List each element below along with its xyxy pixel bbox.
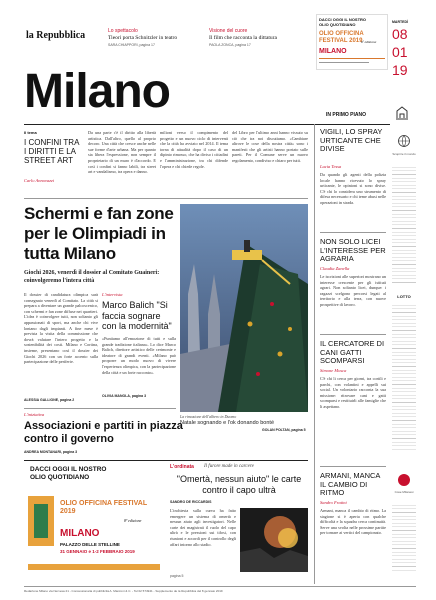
column-divider <box>314 124 315 584</box>
sidebar-text <box>392 302 416 452</box>
promo-1-headline[interactable]: Tieori porta Schnitzler in teatro <box>108 35 178 41</box>
photo-caption: La rimozione dell'albero in Duomo <box>180 414 237 419</box>
bottom-story <box>170 464 310 580</box>
page-title: Milano <box>24 65 170 118</box>
bottom-ad-line-1: DACCI OGGI IL NOSTRO <box>30 466 107 473</box>
right-story-3-author: Simone Mosca <box>320 368 347 373</box>
bottom-advertisement[interactable] <box>24 464 164 584</box>
section-divider <box>24 408 176 409</box>
section-divider <box>320 232 386 233</box>
sidebar-label-3: Cose Milanesi <box>394 490 414 494</box>
location-icon <box>398 474 410 486</box>
assoc-byline: ANDREA MONTANARI, pagina 3 <box>24 450 78 454</box>
right-story-2-headline[interactable]: NON SOLO LICEI L'INTERESSE PER AGRARIA <box>320 237 386 263</box>
interview-byline: OLIVIA MANOLA, pagina 3 <box>102 394 147 398</box>
section-divider <box>24 198 308 199</box>
bottom-byline: SANDRO DE RICCARDIS <box>170 500 212 504</box>
ad-line-1: DACCI OGGI IL NOSTRO <box>319 17 367 22</box>
sidebar-text <box>392 502 416 572</box>
interview-kicker: L'intervista <box>102 292 123 297</box>
bottom-headline[interactable]: "Omertà, nessun aiuto" le carte contro il capo ultrà <box>176 474 302 495</box>
duomo-tree-photo <box>180 204 308 412</box>
photo-byline: GOLAN POLTAN, pagina 5 <box>262 428 306 432</box>
footer-divider <box>24 586 416 587</box>
right-story-1-headline[interactable]: VIGILI, LO SPRAY URTICANTE CHE DIVISE <box>320 127 383 153</box>
globe-icon <box>397 134 411 148</box>
sidebar-text <box>392 164 416 284</box>
ad-line-2: OLIO QUOTIDIANO <box>319 22 356 27</box>
ad-decoration <box>319 62 369 63</box>
section-divider <box>24 460 308 461</box>
right-story-1-body: Da quando gli agenti della polizia locale hanno ricevuto lo spray urticante, le opinioni si sono divise. C'è chi lo considera uno strumento di difesa necessario e chi teme abusi nelle operazioni in strada. <box>320 172 386 205</box>
bottom-ad-edition: 8ª edizione <box>124 518 142 523</box>
footer-text: Redazione Milano via Nervesa 21 - Concessionaria di pubblicità A. Manzoni & C. - Tel 02 574941 - Supplemento de la Repubblica del 8 gennaio 2019 <box>24 589 223 593</box>
photo-headline[interactable]: Natale sognando e l'ok donando bonté <box>180 420 275 426</box>
promo-1-kicker: Lo spettacolo <box>108 28 138 34</box>
sidebar-label-1: Scoprire il mondo <box>392 152 416 156</box>
ad-festival: OLIO OFFICINA <box>319 31 364 37</box>
section-divider <box>320 334 386 335</box>
assoc-headline[interactable]: Associazioni e partiti in piazza contro il governo <box>24 420 183 445</box>
promo-2-byline: PAOLA ZONCA, pagina 17 <box>209 43 251 47</box>
bottom-ad-dates: 31 GENNAIO e 1-2 FEBBRAIO 2019 <box>60 549 135 554</box>
article-column: del Libro per l'ultimo anni hanno vissuto su ciò che tra noi discutiamo. «Cambiare altrove le cose della nostra città» sono i manifesti che gli artisti hanno portato sulle pareti. Per il Comune serve un nuovo regolamento, condiviso e chiaro per tutti. <box>232 130 308 163</box>
main-photo <box>180 204 308 412</box>
interview-block <box>102 292 176 404</box>
date-day: MARTEDÌ <box>392 20 408 24</box>
right-story-4-headline[interactable]: ARMANI, MANCA IL CAMBIO DI RITMO <box>320 471 381 497</box>
date-mm: 01 <box>392 44 408 60</box>
bottom-kicker-2: Il furore made in carcere <box>204 464 254 469</box>
sidebar-strip <box>392 124 416 584</box>
newspaper-logo: la Repubblica <box>26 30 86 41</box>
bottom-body: L'inchiesta sulla curva ha fatto emergere un sistema di omertà e nessun aiuto agli investigatori. Nelle carte dei magistrati il ruolo del capo ultrà e le pressioni sui tifosi, con riunioni e accordi per il controllo degli affari intorno allo stadio. <box>170 508 236 547</box>
right-story-3-body: C'è chi li cerca per giorni, tra cortili e parchi, con volantini e appelli sui social. Un volontario racconta la sua missione: ritrovare cani e gatti scomparsi e restituirli alle famiglie che li aspettano. <box>320 376 386 409</box>
date-dd: 08 <box>392 26 408 42</box>
assoc-kicker: L'iniziativa <box>24 412 45 417</box>
top-advertisement[interactable] <box>316 14 388 70</box>
right-story-2-author: Claudia Zanella <box>320 266 350 271</box>
right-story-2-body: Le iscrizioni alle superiori mostrano un interesse crescente per gli istituti agrari. Non soltanto licei, dunque: i ragazzi scelgono percorsi legati al territorio e alla terra, con nuove prospettive di lavoro. <box>320 274 386 307</box>
bottom-ad-place: PALAZZO DELLE STELLINE <box>60 542 120 547</box>
building-icon <box>394 104 410 120</box>
bottom-kicker: L'ordinata <box>170 464 194 470</box>
article-column: Da una parte c'è il diritto alla libertà artistica. Dall'altro, quello al proprio decoro. Una città che cresce anche nelle sue forme d'arte urbana. Ma per quanto sia libera l'espressione, non sempre il proprietario di un muro è d'accordo. E così i confini si fanno labili, tra street art e vandalismo, tra opera e danno. <box>88 130 156 175</box>
right-story-4-body: Armani, manca il cambio di ritmo. La stagione si è aperta con qualche difficoltà e la squadra cerca continuità. Serve una svolta nelle prossime partite per tornare ai vertici del campionato. <box>320 508 386 536</box>
bottom-ad-art <box>34 504 48 538</box>
ad-festival-2: FESTIVAL 2019 <box>319 38 363 44</box>
promo-1-byline: SARA CHIAPPORI, pagina 17 <box>108 43 155 47</box>
article-column: milioni verso il compimento del progetto e un nuovo ciclo di interventi che la città ha avviato nel 2014. Il tema torna di attualità dopo il caso di un dipinto rimosso, che ha diviso i cittadini e l'amministrazione, tra chi difende l'opera e chi chiede regole. <box>160 130 228 169</box>
right-story-1-author: Lucia Tessa <box>320 164 342 169</box>
main-subhead: Giochi 2026, venerdì il dossier al Comitato Guaineri: coinvolgeremo l'intera città <box>24 270 160 284</box>
ad-edition: 8ª edizione <box>361 40 377 44</box>
main-byline: ALESSIA GALLIONE, pagina 2 <box>24 398 75 402</box>
bottom-page: pagina 5 <box>170 574 184 578</box>
tema-kicker: Il tema <box>24 130 37 135</box>
promo-2-headline[interactable]: Il film che racconta la dittatura <box>209 35 277 41</box>
right-column <box>320 128 388 584</box>
right-story-4-author: Sandro Fratini <box>320 500 347 505</box>
main-headline[interactable]: Schermi e fan zone per le Olimpiadi in tutta Milano <box>24 204 174 263</box>
right-story-3-headline[interactable]: IL CERCATORE DI CANI GATTI SCOMPARSI <box>320 339 385 365</box>
bottom-ad-city: MILANO <box>60 528 100 539</box>
sidebar-label-2: LOTTO <box>397 294 411 299</box>
section-label: IN PRIMO PIANO <box>326 112 367 118</box>
promo-2-kicker: Visione del cuore <box>209 28 248 34</box>
ad-city: MILANO <box>319 48 347 55</box>
tema-author: Carlo Annovazzi <box>24 178 55 183</box>
date-block <box>392 20 416 80</box>
tema-headline[interactable]: I CONFINI TRA I DIRITTI E LA STREET ART <box>24 138 79 165</box>
main-body: Il dossier di candidatura olimpica sarà consegnato venerdì al Comitato. La città si prepara a diventare un grande palcoscenico, con schermi e fan zone diffuse nei quartieri. L'idea è coinvolgere tutti, non soltanto gli appassionati di sport, ma anche chi vive lontano dagli impianti. A fine mese è prevista la visita della commissione che dovrà valutare l'intero progetto e la sostenibilità dei costi. Milano e Cortina, insieme, presentano così il dossier dei Giochi 2026 con un forte accento sulla partecipazione delle periferie. <box>24 292 98 365</box>
bottom-ad-line-2: OLIO QUOTIDIANO <box>30 474 90 481</box>
ad-decoration <box>319 58 385 59</box>
interview-headline[interactable]: Marco Balich "Si faccia sognare con la modernità" <box>102 300 172 331</box>
section-divider <box>320 466 386 467</box>
header-divider <box>24 124 390 125</box>
date-yy: 19 <box>392 62 408 78</box>
bottom-photo <box>240 508 308 572</box>
bottom-ad-band <box>28 564 160 570</box>
bottom-ad-festival: OLIO OFFICINA FESTIVAL 2019 <box>60 500 147 515</box>
interview-body: «Puntiamo all'emozione di tutti e sulla grande tradizione italiana». Lo dice Marco Balich, direttore artistico delle cerimonie e ideatore di grandi eventi. «Milano può proporre un modo nuovo di vivere l'esperienza olimpica, con la partecipazione della città e un forte racconto». <box>102 336 176 375</box>
